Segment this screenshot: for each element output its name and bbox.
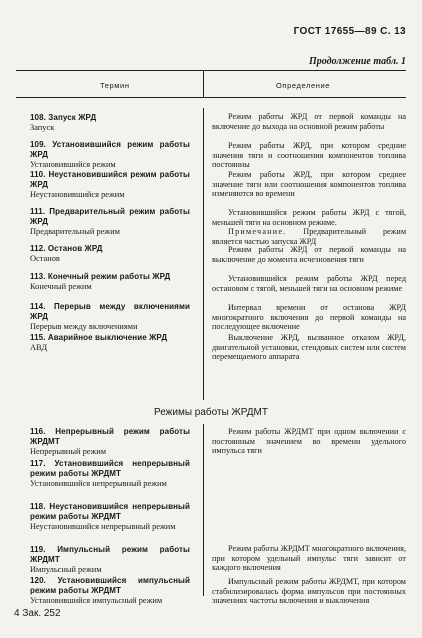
page-footer: 4 Зак. 252 bbox=[14, 608, 61, 619]
table-header-rule bbox=[16, 97, 406, 98]
table-continuation-label: Продолжение табл. 1 bbox=[308, 56, 406, 67]
definition-120: Импульсный режим работы ЖРДМТ, при котором стабилизировалась форма импульсов при постоянных значениях частоты включения и выключения bbox=[212, 577, 406, 606]
section-title: Режимы работы ЖРДМТ bbox=[154, 407, 268, 418]
term-118: 118. Неустановившийся непрерывный режим работы ЖРДМТ Неустановившийся непрерывный режим bbox=[30, 502, 190, 531]
term-114: 114. Перерыв между включениями ЖРД Перерыв между включениями bbox=[30, 302, 190, 331]
term-109: 109. Установившийся режим работы ЖРД Установившийся режим bbox=[30, 140, 190, 169]
column-header-term: Термин bbox=[100, 81, 130, 90]
table-top-rule bbox=[16, 70, 406, 71]
note-label: Примечание. bbox=[228, 227, 287, 237]
term-112: 112. Останов ЖРД Останов bbox=[30, 244, 103, 263]
term-119: 119. Импульсный режим работы ЖРДМТ Импульсный режим bbox=[30, 545, 190, 574]
term-120: 120. Установившийся импульсный режим работы ЖРДМТ Установившийся импульсный режим bbox=[30, 576, 190, 605]
definition-113: Установившийся режим работы ЖРД перед остановом с тягой, меньшей тяги на основном режиме bbox=[212, 274, 406, 293]
column-divider-lower bbox=[203, 424, 204, 596]
definition-108: Режим работы ЖРД от первой команды на включение до выхода на основной режим работы bbox=[212, 112, 406, 131]
definition-111: Установившийся режим работы ЖРД с тягой, меньшей тяги на основном режиме. Примечание. Предварительный режим является частью запуска ЖРД bbox=[212, 208, 406, 247]
term-108: 108. Запуск ЖРД Запуск bbox=[30, 113, 97, 132]
definition-119: Режим работы ЖРДМТ многократного включения, при котором удельный импульс тяги зависит от каждого включения bbox=[212, 544, 406, 573]
column-divider-header bbox=[203, 70, 204, 97]
definition-114: Интервал времени от останова ЖРД многократного включения до первой команды на последующее включение bbox=[212, 303, 406, 332]
definition-110: Режим работы ЖРД, при котором среднее значение тяги или соотношения компонентов топлива изменяются во времени bbox=[212, 170, 406, 199]
document-code: ГОСТ 17655—89 С. 13 bbox=[293, 26, 406, 37]
term-110: 110. Неустановившийся режим работы ЖРД Неустановившийся режим bbox=[30, 170, 190, 199]
term-113: 113. Конечный режим работы ЖРД Конечный режим bbox=[30, 272, 171, 291]
definition-112: Режим работы ЖРД от первой команды на выключение до момента исчезновения тяги bbox=[212, 245, 406, 264]
term-116: 116. Непрерывный режим работы ЖРДМТ Непрерывный режим bbox=[30, 427, 190, 456]
term-117: 117. Установившийся непрерывный режим работы ЖРДМТ Установившийся непрерывный режим bbox=[30, 459, 190, 488]
definition-115: Выключение ЖРД, вызванное отказом ЖРД, двигательной установки, стендовых систем или систем перемещаемого аппарата bbox=[212, 333, 406, 362]
definition-116: Режим работы ЖРДМТ при одном включении с постоянным значением во времени удельного импульса тяги bbox=[212, 427, 406, 456]
definition-109: Режим работы ЖРД, при котором средние значения тяги и соотношения компонентов топлива постоянны bbox=[212, 141, 406, 170]
term-111: 111. Предварительный режим работы ЖРД Предварительный режим bbox=[30, 207, 190, 236]
column-divider-upper bbox=[203, 108, 204, 400]
term-115: 115. Аварийное выключение ЖРД АВД bbox=[30, 333, 168, 352]
column-header-definition: Определение bbox=[276, 81, 331, 90]
